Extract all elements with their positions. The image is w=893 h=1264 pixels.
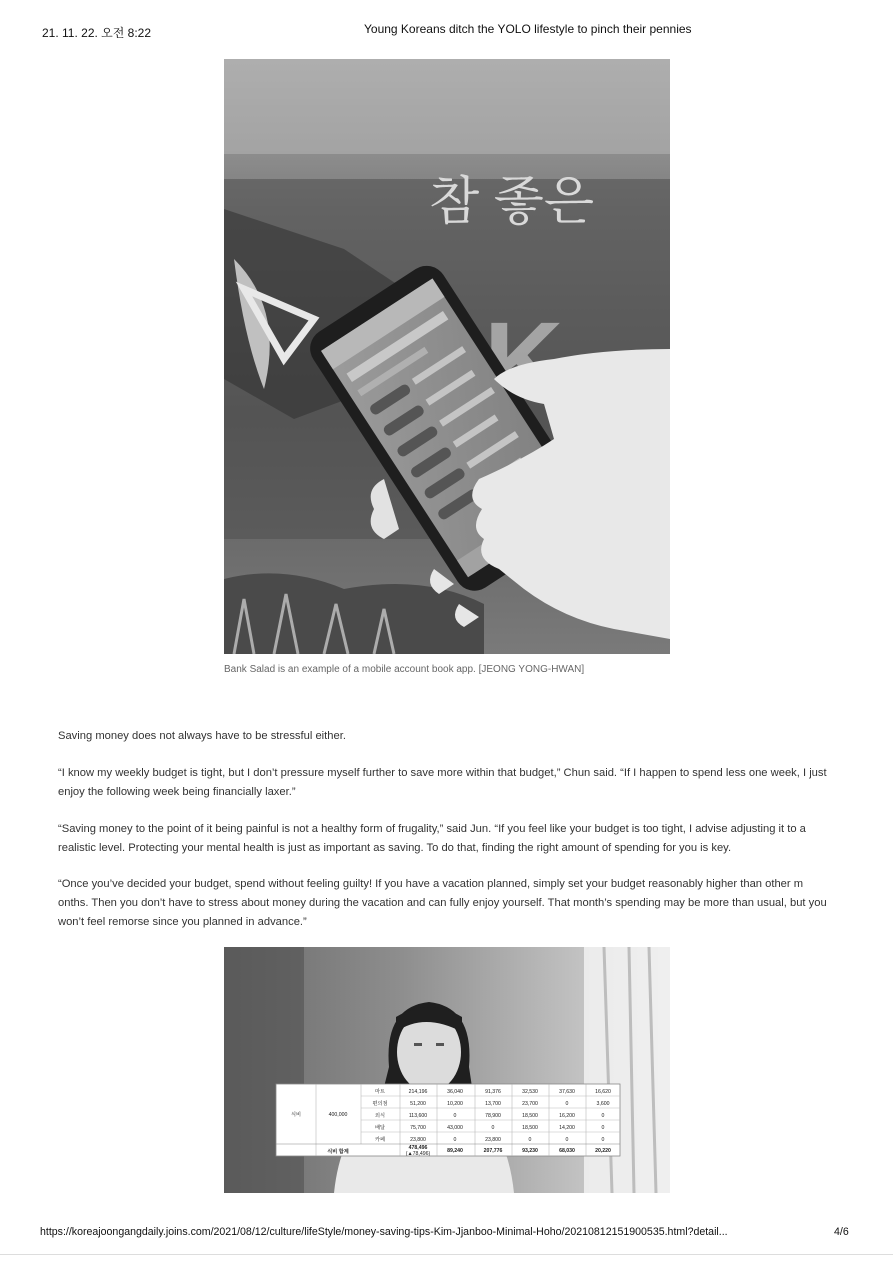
table-value-cell: 36,040 [447,1089,463,1095]
budget-table [276,1084,620,1157]
table-category-cell: 마트 [374,1089,386,1095]
table-category-cell: 외식 [374,1113,386,1119]
table-value-cell: 18,500 [522,1113,538,1119]
table-value-cell: 0 [601,1137,605,1143]
table-value-cell: 113,600 [408,1113,428,1119]
table-value-cell: 0 [601,1125,605,1131]
footer-url[interactable]: https://koreajoongangdaily.joins.com/2021/08/12/culture/lifeStyle/money-saving-tips-Kim-Jjanboo-Minimal-Hoho/20210812151900535.html?detail... [40,1226,728,1238]
table-value-cell: 3,600 [596,1101,610,1107]
table-value-cell: 10,200 [447,1101,463,1107]
table-value-cell: 14,200 [559,1125,575,1131]
paragraph: “Once you’ve decided your budget, spend without feeling guilty! If you have a vacation planned, simply set your budget reasonably higher than other m onths. Then you don’t have to stress about money during the vacation and can fully enjoy yourself. That month’s spending may be more than usual, but you won’t feel remorse since you planned in advance.” [58,878,827,928]
bank-salad-photo [224,59,670,654]
paragraph: “Saving money to the point of it being painful is not a healthy form of frugality,” said Jun. “If you feel like your budget is too tight, I advise adjusting it to a realistic level. Protecting your mental health is just as important as saving. To do that, finding the right amount of spending for you is key. [58,823,806,854]
table-value-cell: 0 [565,1101,569,1107]
table-value-cell: 0 [453,1113,457,1119]
footer-page-number: 4/6 [834,1226,849,1238]
table-value-cell: 0 [528,1137,532,1143]
table-weekly-total: 20,220 [595,1148,611,1154]
table-value-cell: 37,630 [559,1089,575,1095]
table-value-cell: 18,500 [522,1125,538,1131]
table-budget-cell: 400,000 [328,1112,348,1118]
header-title: Young Koreans ditch the YOLO lifestyle to pinch their pennies [364,22,692,36]
table-category-cell: 배달 [374,1125,386,1131]
table-weekly-total: 207,776 [483,1148,503,1154]
table-value-cell: 43,000 [447,1125,463,1131]
paragraph: Saving money does not always have to be stressful either. [58,730,346,742]
youtuber-budget-photo [224,947,670,1193]
paragraph: “I know my weekly budget is tight, but I don’t pressure myself further to save more within that budget,” Chun said. “If I happen to spend less one week, I just enjoy the following week being financially laxer.” [58,767,827,798]
table-row-label: 식비 [290,1112,302,1118]
table-value-cell: 0 [453,1137,457,1143]
table-category-cell: 편의점 [372,1101,388,1107]
bottom-divider [0,1254,893,1255]
table-value-cell: 0 [565,1137,569,1143]
photo-caption: Bank Salad is an example of a mobile account book app. [JEONG YONG-HWAN] [224,664,585,675]
table-total-amount: 478,496 [408,1145,428,1151]
table-weekly-total: 93,230 [522,1148,538,1154]
table-category-cell: 카페 [374,1137,386,1143]
table-weekly-total: 68,030 [559,1148,575,1154]
table-total-label: 식비 합계 [327,1149,349,1155]
table-value-cell: 32,530 [522,1089,538,1095]
table-value-cell: 0 [491,1125,495,1131]
table-value-cell: 91,376 [485,1089,501,1095]
table-value-cell: 16,200 [559,1113,575,1119]
sign-korean-text: 참 좋은 [429,173,595,231]
table-value-cell: 23,700 [522,1101,538,1107]
table-value-cell: 75,700 [410,1125,426,1131]
table-value-cell: 214,196 [408,1089,428,1095]
table-value-cell: 51,200 [410,1101,426,1107]
table-value-cell: 78,900 [485,1113,501,1119]
table-weekly-total: 89,240 [447,1148,463,1154]
table-value-cell: 0 [601,1113,605,1119]
header-date: 21. 11. 22. 오전 8:22 [42,26,152,40]
table-value-cell: 23,800 [485,1137,501,1143]
table-total-diff: (▲78,496) [405,1151,431,1157]
table-value-cell: 16,620 [595,1089,611,1095]
table-value-cell: 13,700 [485,1101,501,1107]
table-value-cell: 23,800 [410,1137,426,1143]
